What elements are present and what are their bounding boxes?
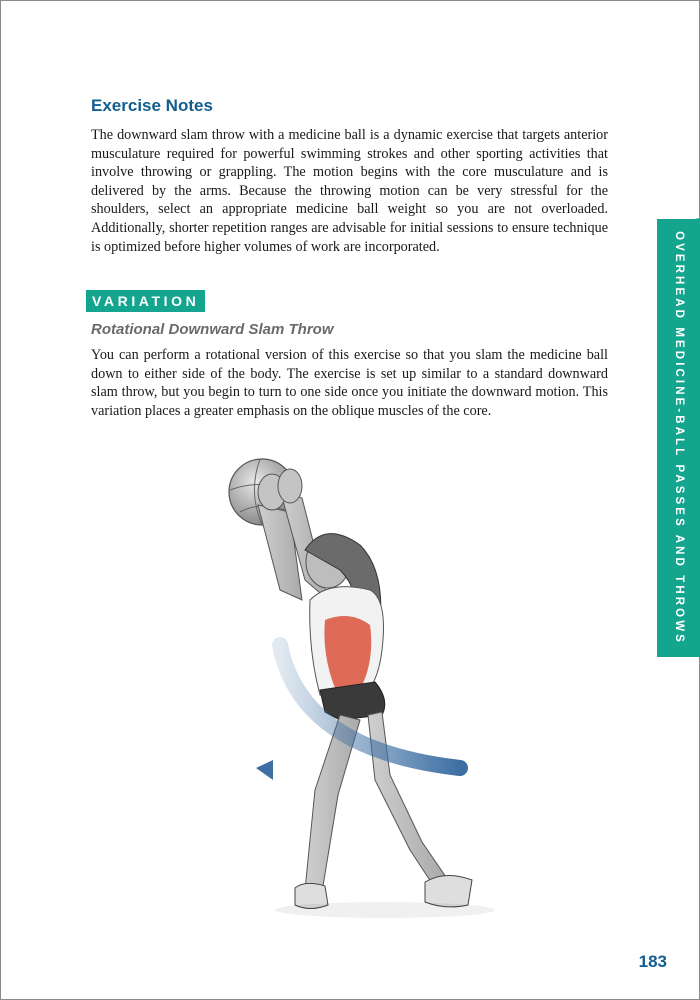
variation-badge: VARIATION xyxy=(86,290,205,312)
chapter-side-tab xyxy=(657,219,700,657)
exercise-notes-heading: Exercise Notes xyxy=(91,96,213,115)
arrow-head xyxy=(256,760,273,780)
exercise-illustration xyxy=(210,450,500,940)
chapter-side-tab-label: OVERHEAD MEDICINE-BALL PASSES AND THROWS xyxy=(672,231,685,645)
exercise-notes-paragraph: The downward slam throw with a medicine ball is a dynamic exercise that targets anterior musculature required for powerful swimming strokes and other sporting activities that involve throwing or grappling. The motion begins with the core musculature and is delivered by the arms. Because the throwing motion can be very stressful for the shoulders, select an appropriate medicine ball weight so you are not overloaded. Additionally, shorter repetition ranges are advisable for initial sessions to ensure technique is optimized before higher volumes of work are incorporated. xyxy=(91,127,608,255)
variation-paragraph: You can perform a rotational version of this exercise so that you slam the medicine ball down to either side of the body. The exercise is set up similar to a standard downward slam throw, but you begin to turn to one side once you initiate the downward motion. This variation places a greater emphasis on the oblique muscles of the core. xyxy=(91,347,608,419)
variation-title: Rotational Downward Slam Throw xyxy=(91,321,334,338)
page-number: 183 xyxy=(638,952,667,971)
